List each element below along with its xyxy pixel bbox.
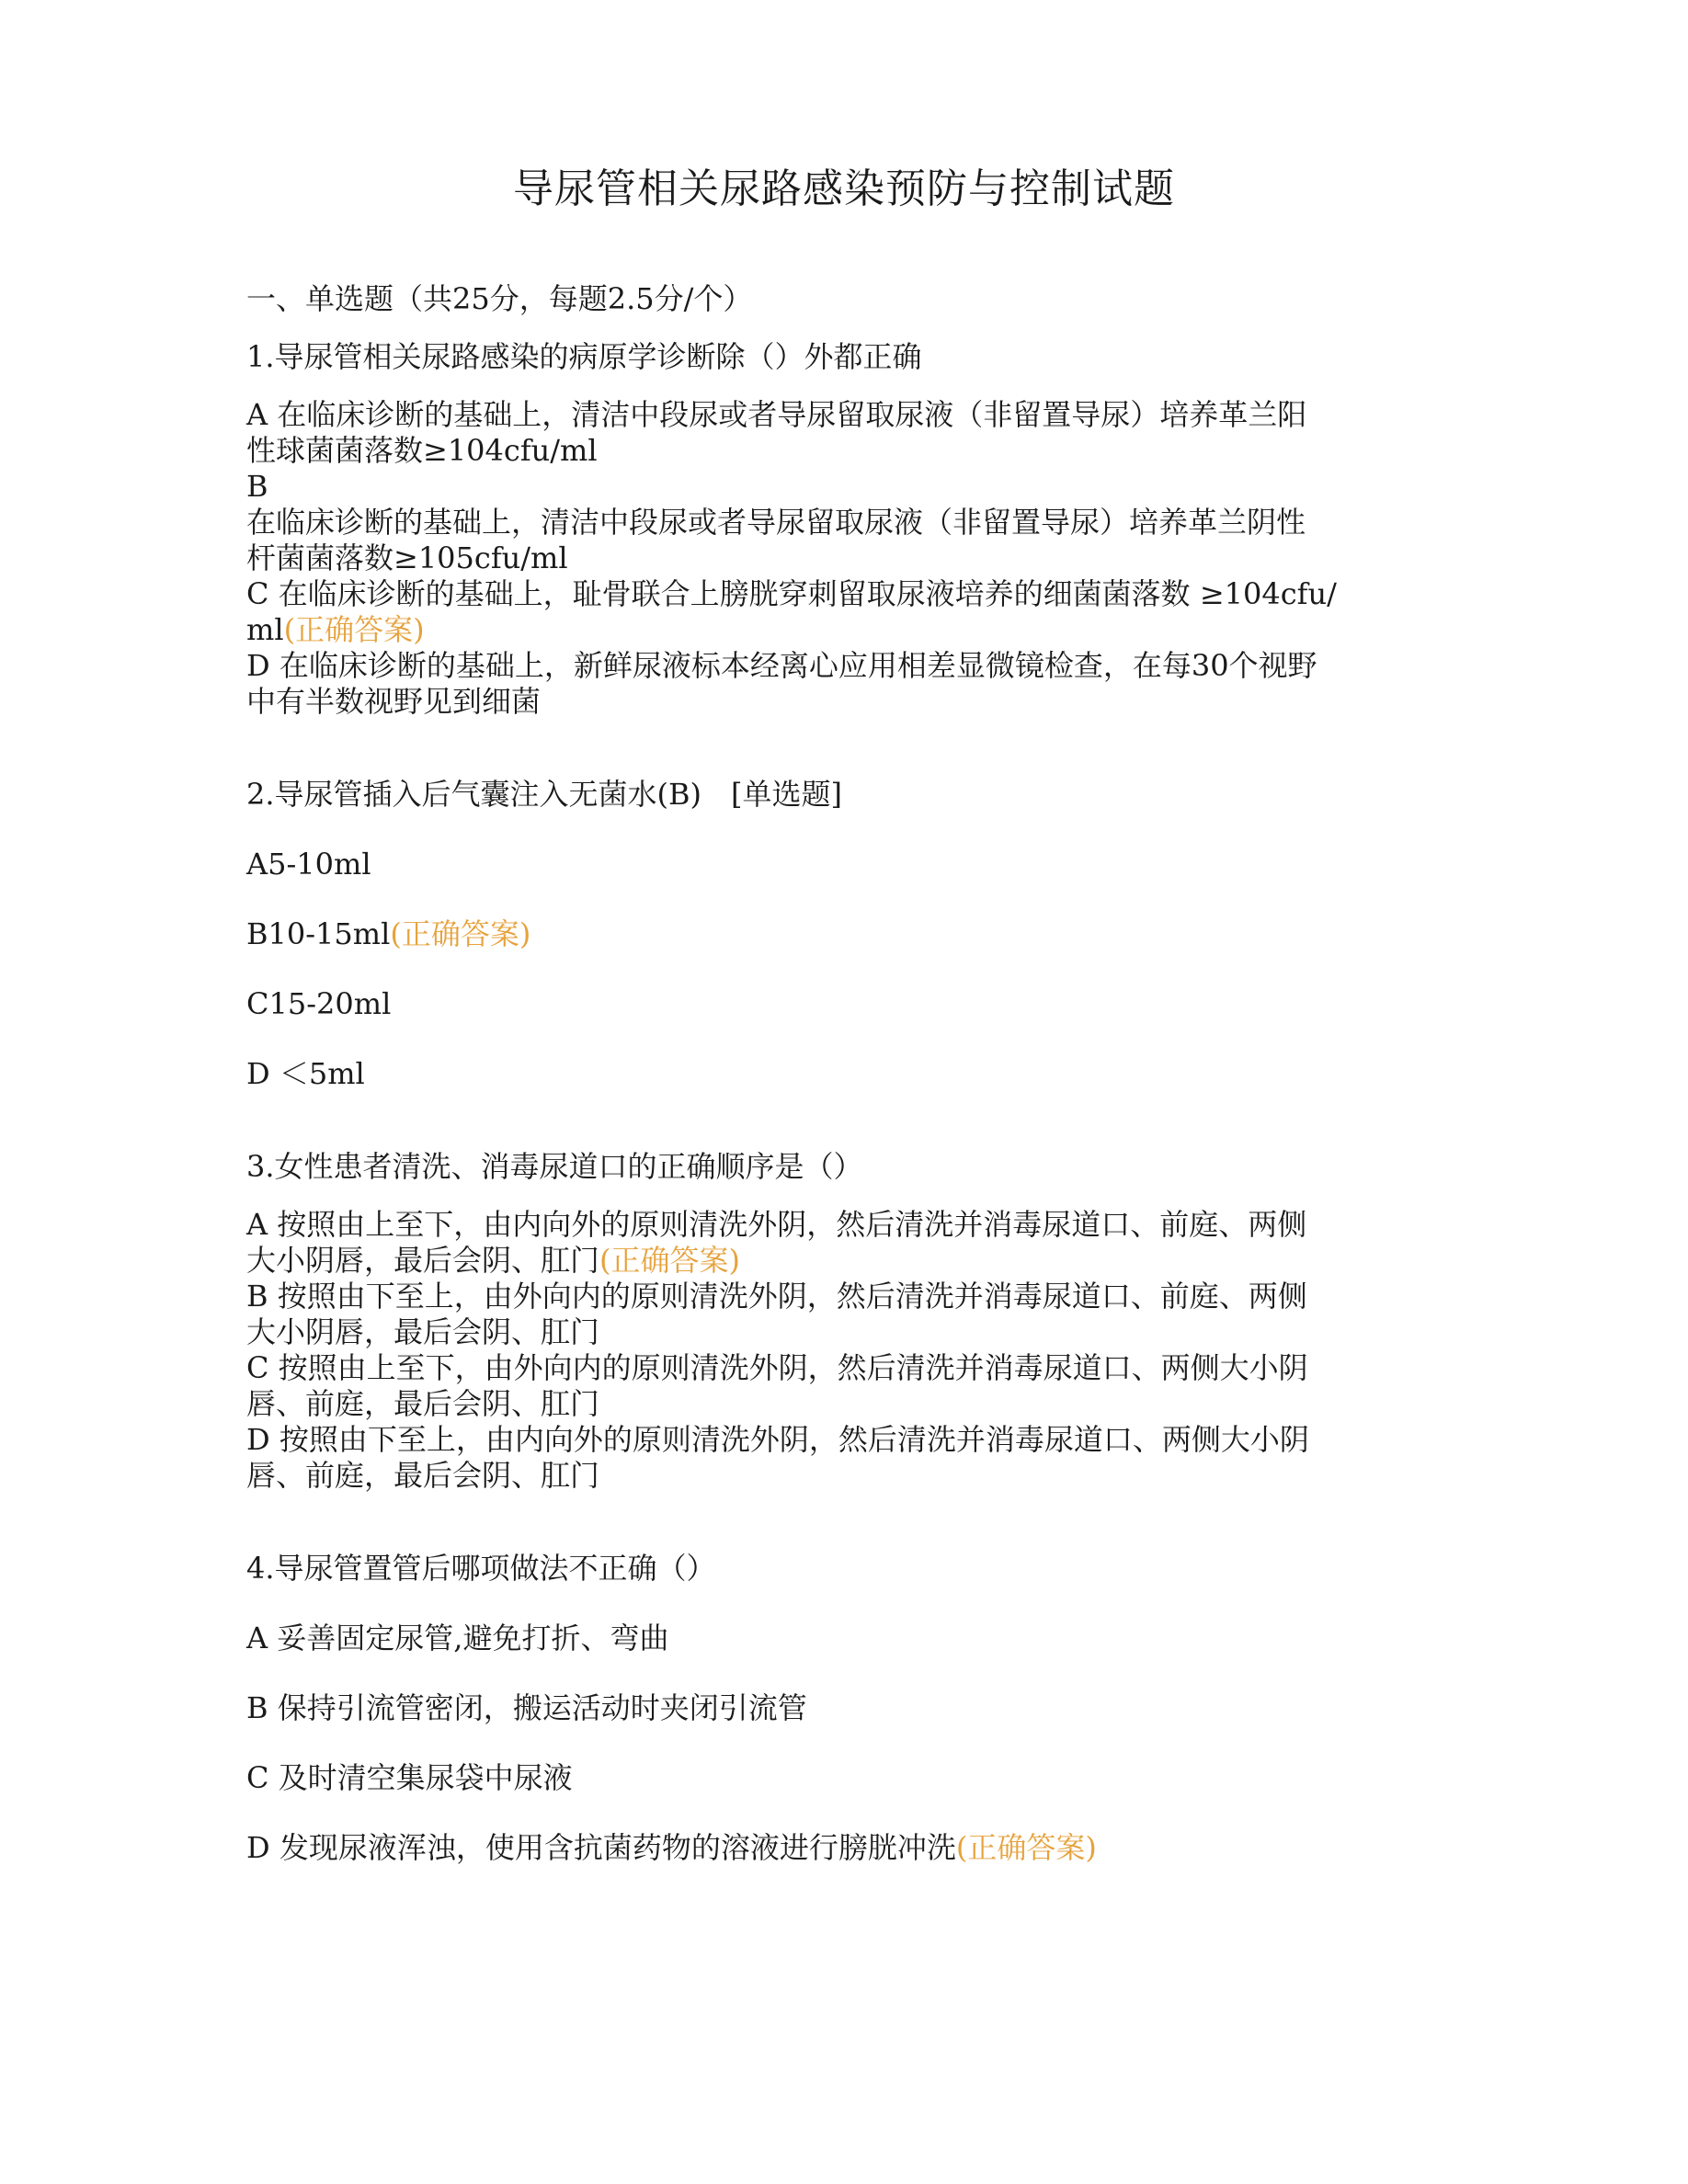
- question-2-option-c: C15-20ml: [246, 986, 392, 1021]
- question-1-option-a: A 在临床诊断的基础上，清洁中段尿或者导尿留取尿液（非留置导尿）培养革兰阳: [246, 397, 1307, 432]
- question-3-stem: 3.女性患者清洗、消毒尿道口的正确顺序是（）: [246, 1149, 863, 1184]
- correct-answer-tag: (正确答案): [955, 1830, 1097, 1865]
- question-2-option-b: B10-15ml: [246, 916, 391, 951]
- question-1-option-c-line2: [246, 612, 1442, 648]
- question-1: [246, 339, 1442, 720]
- question-3-option-c-cont: 唇、前庭，最后会阴、肛门: [246, 1386, 600, 1421]
- question-1-option-d-cont: 中有半数视野见到细菌: [246, 684, 542, 719]
- question-4-option-d: D 发现尿液浑浊，使用含抗菌药物的溶液进行膀胱冲洗: [246, 1830, 956, 1865]
- question-1-option-b: 在临床诊断的基础上，清洁中段尿或者导尿留取尿液（非留置导尿）培养革兰阴性: [246, 505, 1306, 540]
- question-2: [246, 777, 1442, 1092]
- question-1-option-b-letter: B: [246, 469, 268, 504]
- question-1-option-d: D 在临床诊断的基础上，新鲜尿液标本经离心应用相差显微镜检查，在每30个视野: [246, 648, 1317, 683]
- question-3-option-d-cont: 唇、前庭，最后会阴、肛门: [246, 1458, 600, 1493]
- question-3-option-a-line2: [246, 1243, 1442, 1279]
- question-4-option-c: C 及时清空集尿袋中尿液: [246, 1760, 573, 1795]
- question-3-option-d: D 按照由下至上，由内向外的原则清洗外阴，然后清洗并消毒尿道口、两侧大小阴: [246, 1422, 1309, 1457]
- question-3-option-a-cont: 大小阴唇，最后会阴、肛门: [246, 1243, 600, 1278]
- question-3-option-b: B 按照由下至上，由外向内的原则清洗外阴，然后清洗并消毒尿道口、前庭、两侧: [246, 1279, 1307, 1314]
- question-1-option-b-cont: 杆菌菌落数≥105cfu/ml: [246, 540, 568, 575]
- question-2-option-d: D ＜5ml: [246, 1056, 365, 1091]
- question-4-option-a: A 妥善固定尿管,避免打折、弯曲: [246, 1621, 669, 1655]
- question-2-stem: 2.导尿管插入后气囊注入无菌水(B) [单选题]: [246, 777, 842, 812]
- correct-answer-tag: (正确答案): [390, 916, 531, 951]
- question-3-option-c: C 按照由上至下，由外向内的原则清洗外阴，然后清洗并消毒尿道口、两侧大小阴: [246, 1350, 1308, 1385]
- correct-answer-tag: (正确答案): [283, 612, 425, 647]
- section-heading: 一、单选题（共25分，每题2.5分/个）: [246, 281, 753, 316]
- question-3-option-b-cont: 大小阴唇，最后会阴、肛门: [246, 1314, 600, 1349]
- question-3-option-a: A 按照由上至下，由内向外的原则清洗外阴，然后清洗并消毒尿道口、前庭、两侧: [246, 1207, 1307, 1242]
- question-1-option-a-cont: 性球菌菌落数≥104cfu/ml: [246, 433, 598, 468]
- document-title: 导尿管相关尿路感染预防与控制试题: [513, 165, 1175, 212]
- question-2-option-a: A5-10ml: [246, 847, 371, 882]
- question-4-option-d-line: [246, 1830, 1442, 1866]
- question-1-option-c-cont: ml: [246, 612, 284, 647]
- question-4-stem: 4.导尿管置管后哪项做法不正确（）: [246, 1551, 716, 1586]
- question-2-option-b-line: [246, 916, 1442, 952]
- question-3: [246, 1149, 1442, 1494]
- document-body: [246, 281, 1442, 1866]
- question-4: [246, 1551, 1442, 1866]
- question-1-option-c: C 在临床诊断的基础上，耻骨联合上膀胱穿刺留取尿液培养的细菌菌落数 ≥104cfu/: [246, 576, 1337, 611]
- question-1-stem: 1.导尿管相关尿路感染的病原学诊断除（）外都正确: [246, 339, 922, 374]
- question-4-option-b: B 保持引流管密闭，搬运活动时夹闭引流管: [246, 1690, 807, 1725]
- correct-answer-tag: (正确答案): [599, 1243, 740, 1278]
